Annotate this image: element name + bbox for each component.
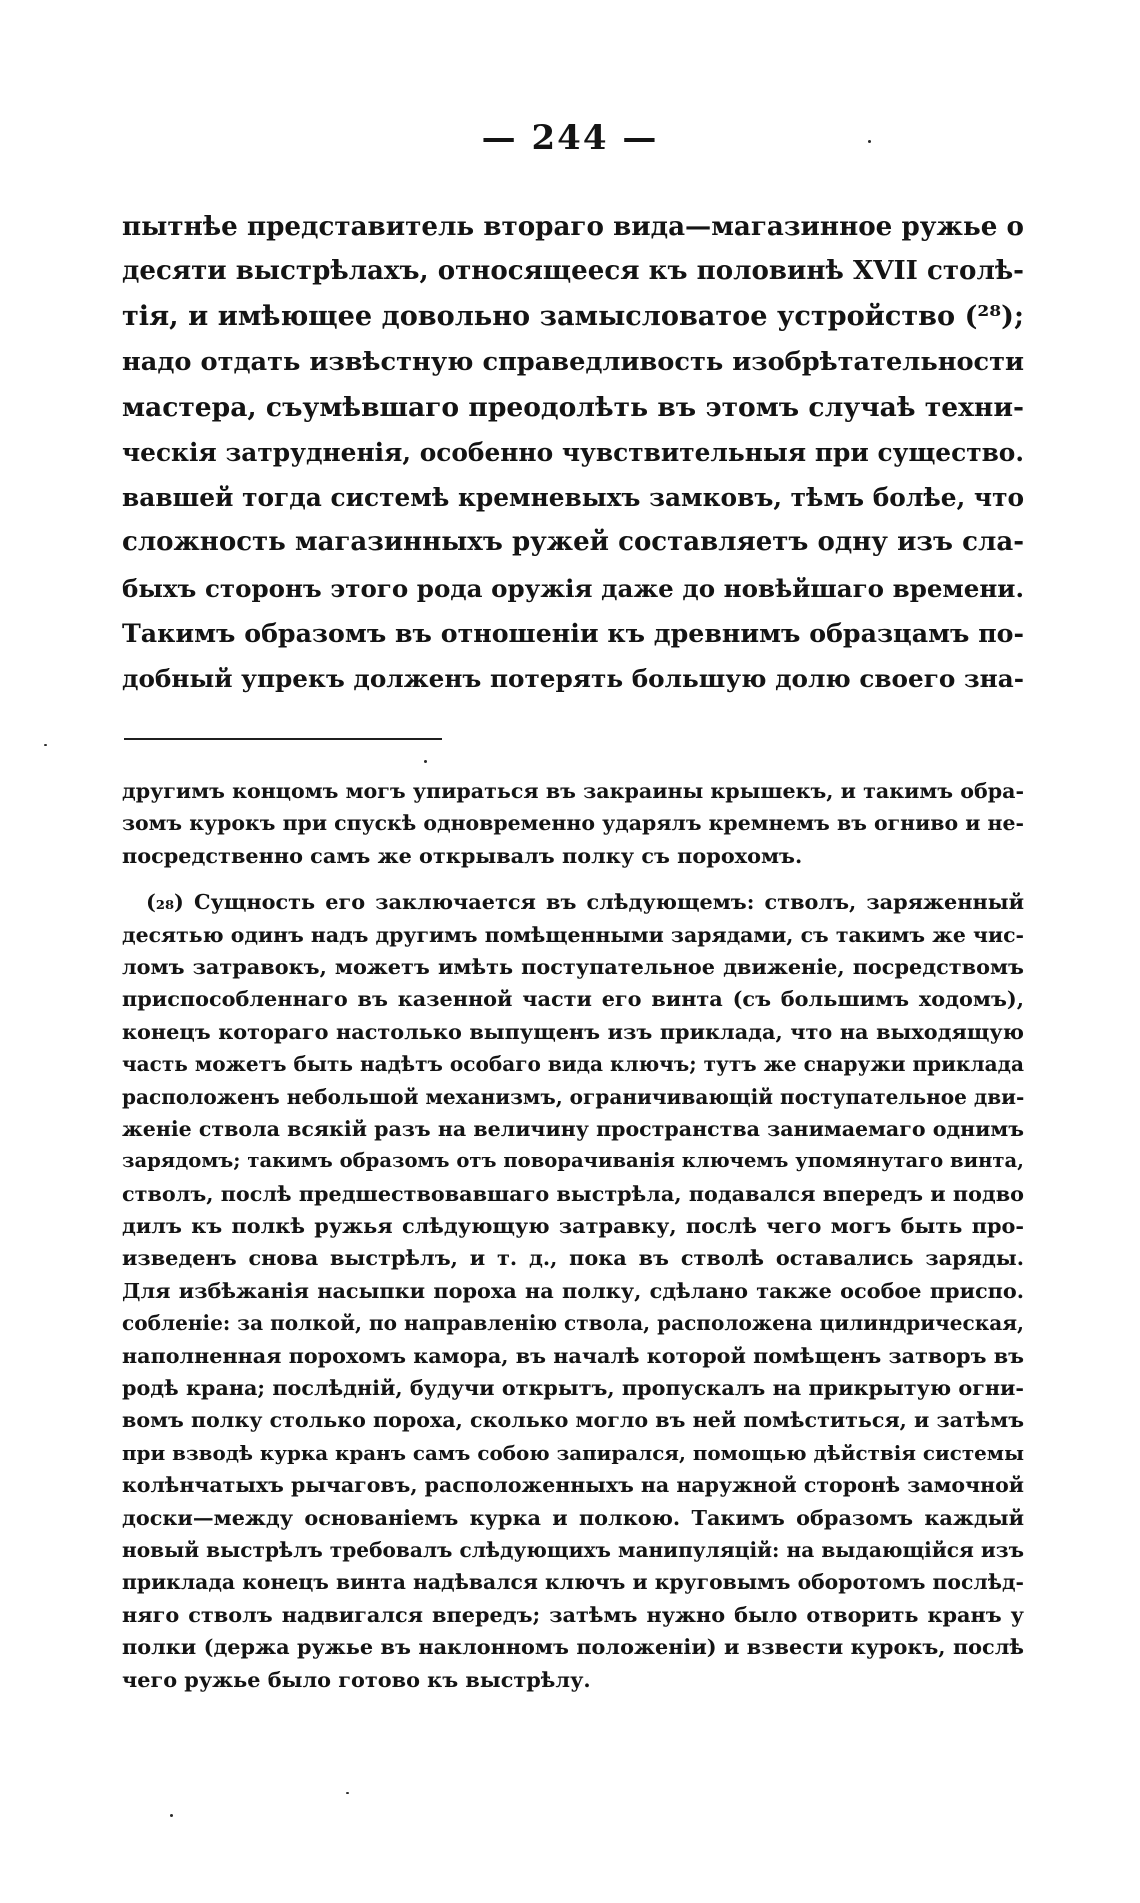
footnote-continued-line: зомъ курокъ при спускѣ одновременно ударялъ кремнемъ въ огниво и не- [122, 811, 1024, 836]
footnote-28-line: наполненная порохомъ камора, въ началѣ которой помѣщенъ затворъ въ [122, 1343, 1024, 1368]
footnote-28-line: (₂₈) Сущность его заключается въ слѣдующемъ: стволъ, заряженный [146, 889, 1024, 915]
main-text-line: быхъ сторонъ этого рода оружія даже до новѣйшаго времени. [122, 573, 1024, 603]
footnote-28-line: няго стволъ надвигался впередъ; затѣмъ нужно было отворить кранъ у [122, 1601, 1024, 1627]
footnote-28-line: десятью одинъ надъ другимъ помѣщенными зарядами, съ такимъ же чис- [122, 922, 1024, 947]
footnote-28-line: женіе ствола всякій разъ на величину пространства занимаемаго однимъ [122, 1116, 1024, 1141]
footnote-28-line: доски—между основаніемъ курка и полкою. Такимъ образомъ каждый [122, 1504, 1024, 1530]
footnote-28-line: дилъ къ полкѣ ружья слѣдующую затравку, послѣ чего могъ быть про- [122, 1213, 1024, 1239]
main-text-line: мастера, съумѣвшаго преодолѣть въ этомъ случаѣ техни- [122, 391, 1024, 423]
main-text-line: сложность магазинныхъ ружей составляетъ одну изъ сла- [122, 527, 1024, 558]
page-number: — 244 — [481, 118, 659, 158]
footnote-28-line: при взводѣ курка кранъ самъ собою запирался, помощью дѣйствія системы [122, 1440, 1024, 1465]
footnote-28-line: Для избѣжанія насыпки пороха на полку, сдѣлано также особое приспо. [122, 1277, 1024, 1303]
footnote-28-line: вомъ полку столько пороха, сколько могло въ ней помѣститься, и затѣмъ [122, 1408, 1024, 1433]
footnote-28-line: зарядомъ; такимъ образомъ отъ поворачиванія ключемъ упомянутаго винта, [122, 1149, 1024, 1173]
footnote-28-line: приспособленнаго въ казенной части его винта (съ большимъ ходомъ), [122, 986, 1024, 1012]
footnote-gap [122, 872, 1024, 886]
main-text-line: пытнѣе представитель втораго вида—магазинное ружье о [122, 211, 1024, 242]
footnote-separator [124, 738, 442, 740]
main-text-line: десяти выстрѣлахъ, относящееся къ половинѣ XVII столѣ- [122, 256, 1024, 287]
main-text-block [122, 204, 1024, 701]
scan-speck [868, 140, 871, 143]
footnote-28-line: приклада конецъ винта надѣвался ключъ и круговымъ оборотомъ послѣд- [122, 1570, 1024, 1595]
main-text-line: добный упрекъ долженъ потерять большую долю своего зна- [122, 663, 1024, 693]
main-text-line: ческія затрудненія, особенно чувствительныя при существо. [122, 437, 1024, 467]
footnote-28-line: изведенъ снова выстрѣлъ, и т. д., пока въ стволѣ оставались заряды. [122, 1245, 1024, 1271]
footnotes-block [122, 775, 1024, 1696]
footnote-28-line: чего ружье было готово къ выстрѣлу. [122, 1666, 591, 1692]
footnote-28-line: собленіе: за полкой, по направленію ствола, расположена цилиндрическая, [122, 1311, 1024, 1336]
footnote-28-line: новый выстрѣлъ требовалъ слѣдующихъ манипуляцій: на выдающійся изъ [122, 1537, 1024, 1562]
footnote-28-line: конецъ котораго настолько выпущенъ изъ приклада, что на выходящую [122, 1018, 1024, 1044]
scan-speck [346, 1792, 349, 1794]
footnote-28-line: полки (держа ружье въ наклонномъ положеніи) и взвести курокъ, послѣ [122, 1634, 1024, 1660]
main-text-line: надо отдать извѣстную справедливость изобрѣтательности [122, 346, 1024, 377]
footnote-28-line: стволъ, послѣ предшествовавшаго выстрѣла, подавался впередъ и подво [122, 1181, 1024, 1206]
scan-speck [424, 760, 427, 763]
footnote-28-line: часть можетъ быть надѣтъ особаго вида ключъ; тутъ же снаружи приклада [122, 1052, 1024, 1077]
main-text-line: тія, и имѣющее довольно замысловатое устройство (²⁸); [122, 301, 1024, 333]
footnote-28-line: расположенъ небольшой механизмъ, ограничивающій поступательное дви- [122, 1084, 1025, 1109]
main-text-line: вавшей тогда системѣ кремневыхъ замковъ, тѣмъ болѣе, что [122, 483, 1024, 513]
footnote-28-line: колѣнчатыхъ рычаговъ, расположенныхъ на наружной сторонѣ замочной [122, 1473, 1024, 1498]
main-text-line: Такимъ образомъ въ отношеніи къ древнимъ образцамъ по- [122, 617, 1024, 648]
scan-speck [44, 744, 47, 746]
footnote-continued-line: другимъ концомъ могъ упираться въ закраины крышекъ, и такимъ обра- [122, 779, 1024, 803]
scan-speck [170, 1814, 173, 1817]
footnote-28-line: ломъ затравокъ, можетъ имѣть поступательное движеніе, посредствомъ [122, 953, 1024, 979]
footnote-continued-line: посредственно самъ же открывалъ полку съ порохомъ. [122, 842, 803, 868]
footnote-28-line: родѣ крана; послѣдній, будучи открытъ, пропускалъ на прикрытую огни- [122, 1376, 1024, 1401]
